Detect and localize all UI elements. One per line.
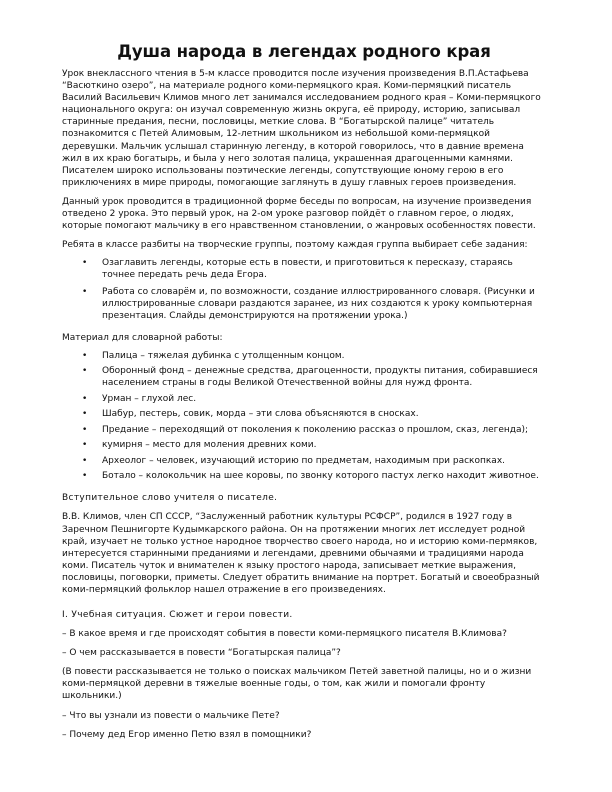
answer-2: (В повести рассказывается не только о поисках мальчиком Петей заветной палицы, но и о жизни коми-пермяцкой деревни в тяжелые военные годы, о том, как жили и помогали фронту школьники.) xyxy=(62,667,532,702)
list-item: • Предание – переходящий от поколения к поколению рассказ о прошлом, сказ, легенда); xyxy=(82,424,529,435)
section-heading-plot: I. Учебная ситуация. Сюжет и герои повести. xyxy=(62,610,293,621)
list-item: • Оборонный фонд – денежные средства, драгоценности, продукты питания, собиравшиеся населением страны в годы Великой Отечественной войны для нужд фронта. xyxy=(82,366,538,389)
list-item: • кумирня – место для моления древних коми. xyxy=(82,440,317,451)
question-2: – О чем рассказывается в повести “Богатырская палица”? xyxy=(62,648,341,659)
list-item: • Урман – глухой лес. xyxy=(82,393,197,404)
bullet-icon: • xyxy=(82,286,88,297)
page-title: Душа народа в легендах родного края xyxy=(117,42,491,61)
writer-bio-paragraph: В.В. Климов, член СП СССР, “Заслуженный работник культуры РСФСР”, родился в 1927 году в Заречном Пешнигорте Кудымкарского района. Он на протяжении многих лет исследует родной край, изучает не только устное народное творчество своего народа, но и историю коми-пермяков, интересуется старинными преданиями и легендами, древними обычаями и традициями народа коми. Писатель чуток и внимателен к языку простого народа, записывает меткие выражения, пословицы, поговорки, приметы. Следует обратить внимание на портрет. Богатый и своеобразный коми-пермяцкий фольклор нашел отражение в его произведениях. xyxy=(62,512,540,596)
question-1: – В какое время и где происходят события в повести коми-пермяцкого писателя В.Климова? xyxy=(62,629,507,640)
lesson-format-paragraph: Данный урок проводится в традиционной форме беседы по вопросам, на изучение произведения отведено 2 урока. Это первый урок, на 2-ом уроке разговор пойдёт о главном герое, о людях, которые помогают мальчику в его нравственном становлении, о жанровых особенностях повести. xyxy=(62,196,536,232)
bullet-icon: • xyxy=(82,258,88,269)
tasks-list xyxy=(62,257,546,321)
list-item: • Археолог – человек, изучающий историю по предметам, находимым при раскопках. xyxy=(82,455,506,466)
list-item: • Работа со словарём и, по возможности, создание иллюстрированного словаря. (Рисунки и иллюстрированные словари раздаются заранее, из них создаются к уроку компьютерная презентация. Слайды демонстрируются на протяжении урока.) xyxy=(82,286,535,321)
bullet-icon: • xyxy=(82,409,88,420)
vocab-heading: Материал для словарной работы: xyxy=(62,332,223,343)
intro-paragraph: Урок внеклассного чтения в 5-м классе проводится после изучения произведения В.П.Астафьева “Васюткино озеро”, на материале родного коми-пермяцкого края. Коми-пермяцкий писатель Василий Васильевич Климов много лет занимался исследованием родного края – Коми-пермяцкого национального округа: он изучал современную жизнь округа, её природу, историю, записывал старинные предания, песни, пословицы, меткие слова. В “Богатырской палице” читатель познакомится с Петей Алимовым, 12-летним школьником из небольшой коми-пермяцкой деревушки. Мальчик услышал старинную легенду, в которой говорилось, что в давние времена жил в их краю богатырь, и была у него золотая палица, украшенная драгоценными камнями. Писателем широко использованы поэтические легенды, сопутствующие юному герою в его приключениях в мире природы, помогающие заглянуть в душу главных героев произведения. xyxy=(62,69,541,188)
list-item: • Озаглавить легенды, которые есть в повести, и приготовиться к пересказу, стараясь точнее передать речь деда Егора. xyxy=(82,258,513,281)
section-heading-intro-word: Вступительное слово учителя о писателе. xyxy=(62,493,278,504)
bullet-icon: • xyxy=(82,455,88,466)
bullet-icon: • xyxy=(82,471,88,482)
bullet-icon: • xyxy=(82,440,88,451)
question-4: – Почему дед Егор именно Петю взял в помощники? xyxy=(62,729,312,740)
list-item: • Ботало – колокольчик на шее коровы, по звонку которого пастух легко находит животное. xyxy=(82,471,539,482)
groups-paragraph: Ребята в классе разбиты на творческие группы, поэтому каждая группа выбирает себе задания: xyxy=(62,240,528,251)
vocab-list xyxy=(62,350,546,483)
question-3: – Что вы узнали из повести о мальчике Пете? xyxy=(62,710,280,721)
bullet-icon: • xyxy=(82,393,88,404)
list-item: • Палица – тяжелая дубинка с утолщенным концом. xyxy=(82,350,345,361)
bullet-icon: • xyxy=(82,350,88,361)
bullet-icon: • xyxy=(82,424,88,435)
bullet-icon: • xyxy=(82,366,88,377)
list-item: • Шабур, пестерь, совик, морда – эти слова объясняются в сносках. xyxy=(82,409,419,420)
